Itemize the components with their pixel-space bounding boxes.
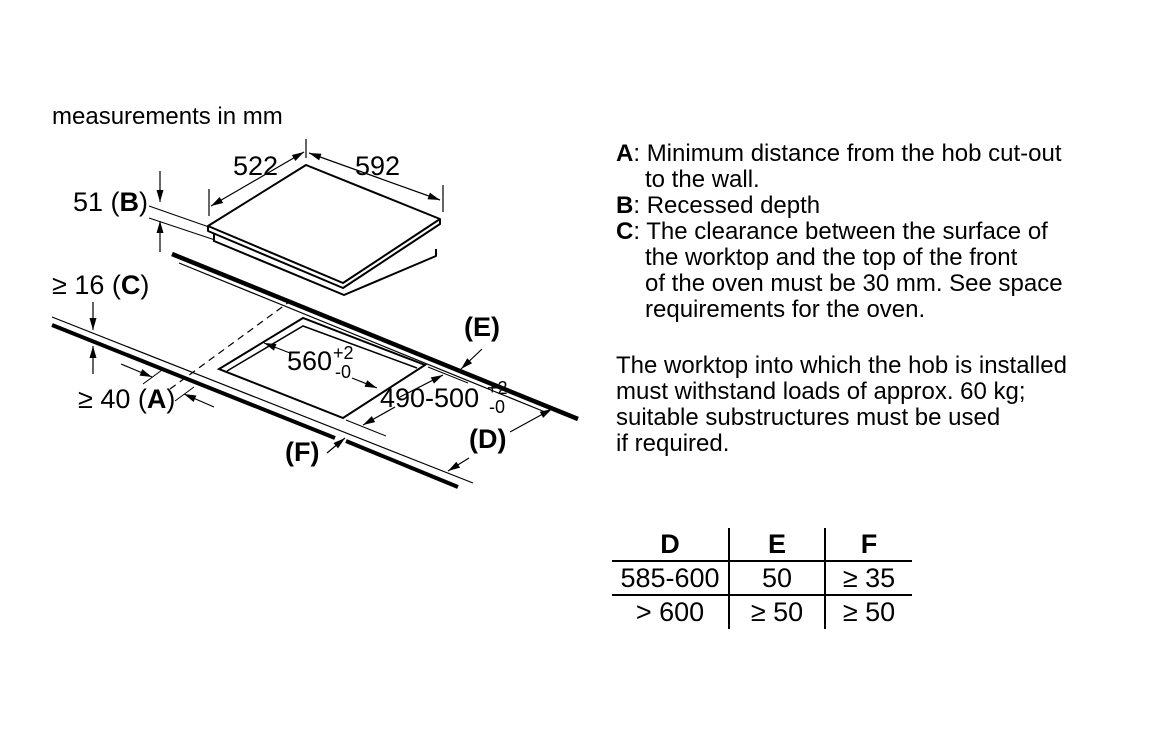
dim-b-suffix: ) [139, 187, 149, 217]
legend-item-b [616, 193, 1116, 219]
dim-b-prefix: 51 ( [73, 187, 120, 217]
spec-header-e: E [729, 528, 825, 561]
dim-a-extension-1 [143, 370, 162, 384]
dim-a-prefix: ≥ 40 ( [78, 384, 147, 414]
legend-separator: : [633, 140, 641, 167]
spec-table [612, 528, 912, 629]
leader-d-arrow-up [510, 409, 552, 432]
legend-letter-b: B [616, 192, 634, 219]
dim-560-tolerance-plus: +2 [333, 343, 354, 363]
spec-table-row [612, 595, 912, 629]
spec-header-d: D [612, 528, 729, 561]
dim-label-560: 560 [287, 346, 333, 376]
spec-cell: 585-600 [612, 561, 729, 595]
dim-560-tolerance-minus: -0 [335, 362, 352, 382]
paragraph-line: must withstand loads of approx. 60 kg; [616, 378, 1026, 405]
dim-c-prefix: ≥ 16 ( [52, 270, 121, 300]
dim-a-letter: A [146, 384, 167, 414]
dim-b-leader-top [149, 206, 209, 227]
cutout-extension-right [428, 367, 468, 383]
legend-line: to the wall. [645, 166, 760, 193]
spec-header-f: F [825, 528, 912, 561]
dim-b-letter: B [119, 187, 140, 217]
legend-line: requirements for the oven. [645, 296, 926, 323]
leader-d-arrow-down [448, 458, 469, 471]
legend-text: Recessed depth [646, 192, 821, 219]
legend-line [616, 141, 1116, 167]
dim-a-arrow-left [184, 394, 214, 407]
spec-table-row [612, 561, 912, 595]
dim-b [149, 171, 215, 252]
legend-item-a [616, 141, 1116, 193]
hob-top-surface [208, 165, 440, 283]
cutout-extension-bottom [346, 420, 386, 436]
spec-cell: ≥ 50 [842, 597, 896, 627]
leader-e-arrow [461, 349, 482, 369]
dim-490-tolerance-plus: +2 [487, 378, 508, 398]
legend-line [616, 219, 1116, 245]
legend [616, 141, 1116, 323]
legend-item-c [616, 219, 1116, 323]
leader-f-arrow [327, 438, 345, 453]
worktop-front-face-line-right [346, 441, 458, 487]
spec-cell: ≥ 50 [729, 595, 825, 629]
spec-cell: 50 [729, 561, 825, 595]
legend-separator: : [633, 192, 641, 219]
dim-a-arrow-right [121, 364, 152, 377]
paragraph-line: if required. [616, 430, 730, 457]
legend-line [616, 193, 1116, 219]
spec-cell: > 600 [612, 595, 729, 629]
dim-c-letter: C [120, 270, 141, 300]
label-f: (F) [285, 437, 320, 467]
legend-separator: : [633, 218, 641, 245]
legend-letter-c: C [616, 218, 634, 245]
spec-cell: ≥ 35 [825, 561, 912, 595]
label-d: (D) [469, 424, 507, 454]
legend-letter-a: A [616, 140, 634, 167]
dim-label-a [78, 386, 175, 413]
dim-c-suffix: ) [140, 270, 150, 300]
dim-490-tolerance-minus: -0 [489, 397, 506, 417]
label-e: (E) [464, 312, 500, 342]
dim-b-leader-bottom [149, 218, 215, 240]
dim-label-490-500: 490-500 [380, 383, 480, 413]
legend-line: of the oven must be 30 mm. See space [645, 270, 1063, 297]
paragraph-line: The worktop into which the hob is installed [616, 352, 1067, 379]
legend-text: Minimum distance from the hob cut-out [646, 140, 1062, 167]
dim-label-592: 592 [355, 151, 401, 181]
legend-text: The clearance between the surface of [646, 218, 1048, 245]
dim-label-522: 522 [233, 151, 279, 181]
dim-label-c [52, 272, 149, 299]
paragraph-line: suitable substructures must be used [616, 404, 1001, 431]
legend-line: the worktop and the top of the front [645, 244, 1018, 271]
measurement-note: measurements in mm [52, 103, 283, 130]
spec-table-header-row [612, 528, 912, 561]
dim-a-suffix: ) [166, 384, 176, 414]
load-note-paragraph [616, 353, 1116, 457]
dim-label-b [73, 189, 148, 216]
hob [208, 165, 440, 295]
